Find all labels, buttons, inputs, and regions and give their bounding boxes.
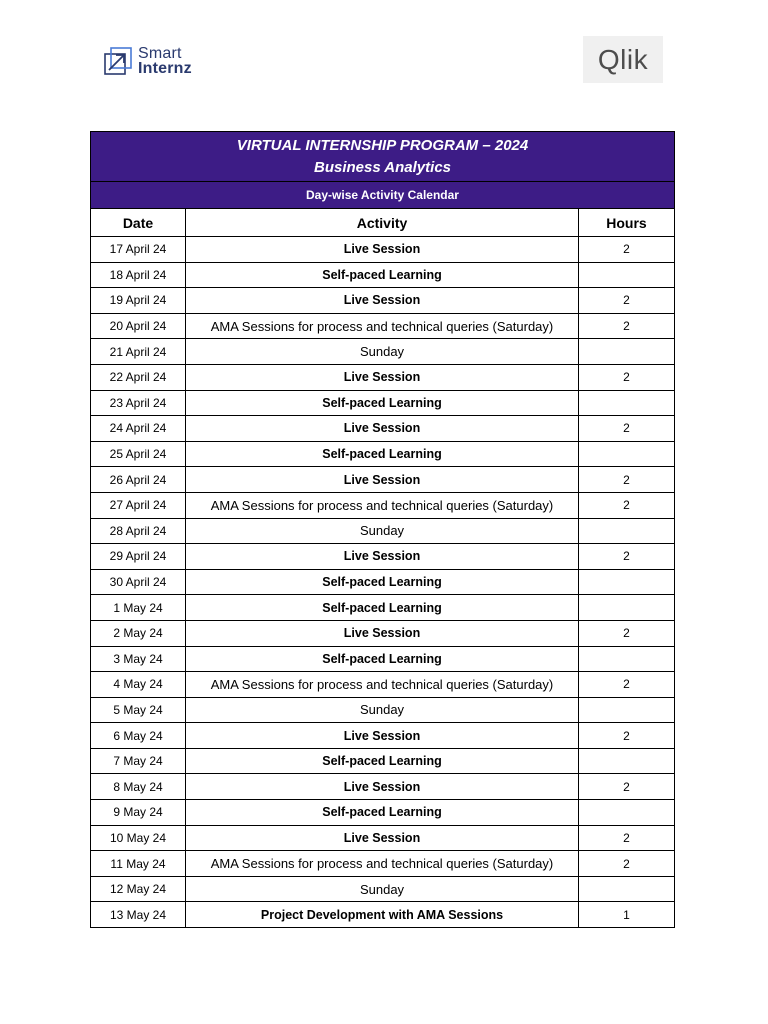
table-row: [91, 569, 675, 595]
row-activity: Live Session: [186, 288, 579, 314]
smartinternz-logo: [104, 44, 192, 78]
row-hours: 2: [579, 672, 675, 698]
row-date: 9 May 24: [91, 800, 186, 826]
row-date: 27 April 24: [91, 492, 186, 518]
row-activity: Live Session: [186, 620, 579, 646]
row-date: 29 April 24: [91, 544, 186, 570]
table-row: [91, 492, 675, 518]
row-date: 13 May 24: [91, 902, 186, 928]
table-row: [91, 364, 675, 390]
row-hours: 2: [579, 544, 675, 570]
row-activity: Live Session: [186, 774, 579, 800]
row-hours: 2: [579, 416, 675, 442]
row-hours: 2: [579, 723, 675, 749]
row-hours: [579, 697, 675, 723]
row-date: 2 May 24: [91, 620, 186, 646]
row-hours: [579, 262, 675, 288]
row-activity: AMA Sessions for process and technical queries (Saturday): [186, 672, 579, 698]
column-header-row: [91, 209, 675, 237]
row-date: 18 April 24: [91, 262, 186, 288]
table-row: [91, 697, 675, 723]
row-activity: Live Session: [186, 544, 579, 570]
row-date: 11 May 24: [91, 851, 186, 877]
row-activity: Live Session: [186, 237, 579, 263]
row-hours: [579, 518, 675, 544]
row-hours: [579, 339, 675, 365]
program-title: [91, 132, 675, 182]
row-activity: Live Session: [186, 825, 579, 851]
row-date: 25 April 24: [91, 441, 186, 467]
row-date: 26 April 24: [91, 467, 186, 493]
table-row: [91, 876, 675, 902]
row-activity: Live Session: [186, 723, 579, 749]
table-row: [91, 288, 675, 314]
row-date: 7 May 24: [91, 748, 186, 774]
row-activity: Live Session: [186, 416, 579, 442]
row-activity: Self-paced Learning: [186, 595, 579, 621]
table-row: [91, 774, 675, 800]
row-activity: AMA Sessions for process and technical queries (Saturday): [186, 313, 579, 339]
row-activity: Self-paced Learning: [186, 646, 579, 672]
row-date: 24 April 24: [91, 416, 186, 442]
table-row: [91, 518, 675, 544]
table-row: [91, 902, 675, 928]
table-row: [91, 544, 675, 570]
row-activity: Live Session: [186, 467, 579, 493]
column-header-date: Date: [91, 209, 186, 237]
table-row: [91, 262, 675, 288]
table-row: [91, 851, 675, 877]
table-row: [91, 441, 675, 467]
row-activity: Sunday: [186, 697, 579, 723]
row-date: 1 May 24: [91, 595, 186, 621]
row-date: 10 May 24: [91, 825, 186, 851]
row-hours: [579, 390, 675, 416]
row-hours: [579, 595, 675, 621]
table-row: [91, 237, 675, 263]
table-row: [91, 825, 675, 851]
row-activity: Self-paced Learning: [186, 569, 579, 595]
table-row: [91, 339, 675, 365]
row-hours: 2: [579, 467, 675, 493]
row-hours: 2: [579, 774, 675, 800]
table-row: [91, 467, 675, 493]
row-hours: 2: [579, 313, 675, 339]
row-hours: [579, 646, 675, 672]
row-activity: Self-paced Learning: [186, 441, 579, 467]
row-activity: Project Development with AMA Sessions: [186, 902, 579, 928]
qlik-logo-text: Qlik: [597, 43, 649, 75]
row-activity: Self-paced Learning: [186, 390, 579, 416]
table-row: [91, 723, 675, 749]
row-date: 21 April 24: [91, 339, 186, 365]
smartinternz-emblem-icon: [104, 47, 132, 75]
row-date: 12 May 24: [91, 876, 186, 902]
row-hours: [579, 748, 675, 774]
table-row: [91, 800, 675, 826]
row-hours: [579, 569, 675, 595]
row-activity: Sunday: [186, 339, 579, 365]
row-activity: Sunday: [186, 876, 579, 902]
activity-calendar-table: [90, 131, 675, 928]
table-row: [91, 416, 675, 442]
row-date: 17 April 24: [91, 237, 186, 263]
logo-word-internz: Internz: [138, 60, 192, 77]
row-date: 30 April 24: [91, 569, 186, 595]
row-activity: AMA Sessions for process and technical queries (Saturday): [186, 492, 579, 518]
table-row: [91, 620, 675, 646]
row-hours: 2: [579, 620, 675, 646]
column-header-activity: Activity: [186, 209, 579, 237]
row-date: 22 April 24: [91, 364, 186, 390]
column-header-hours: Hours: [579, 209, 675, 237]
row-date: 20 April 24: [91, 313, 186, 339]
table-row: [91, 748, 675, 774]
table-row: [91, 595, 675, 621]
program-title-line2: Business Analytics: [314, 158, 451, 176]
row-date: 23 April 24: [91, 390, 186, 416]
row-activity: Sunday: [186, 518, 579, 544]
table-row: [91, 390, 675, 416]
row-date: 8 May 24: [91, 774, 186, 800]
row-hours: [579, 800, 675, 826]
row-activity: Self-paced Learning: [186, 800, 579, 826]
row-activity: Live Session: [186, 364, 579, 390]
row-hours: 1: [579, 902, 675, 928]
row-activity: AMA Sessions for process and technical queries (Saturday): [186, 851, 579, 877]
calendar-subtitle: Day-wise Activity Calendar: [91, 182, 675, 209]
table-row: [91, 646, 675, 672]
row-activity: Self-paced Learning: [186, 262, 579, 288]
row-date: 3 May 24: [91, 646, 186, 672]
row-activity: Self-paced Learning: [186, 748, 579, 774]
table-row: [91, 672, 675, 698]
row-hours: 2: [579, 364, 675, 390]
table-row: [91, 313, 675, 339]
row-hours: 2: [579, 237, 675, 263]
row-date: 4 May 24: [91, 672, 186, 698]
program-title-line1: VIRTUAL INTERNSHIP PROGRAM – 2024: [236, 136, 529, 154]
row-hours: 2: [579, 851, 675, 877]
row-hours: [579, 876, 675, 902]
logo-word-smart: Smart: [138, 45, 182, 62]
row-date: 5 May 24: [91, 697, 186, 723]
qlik-logo: [583, 36, 663, 83]
row-hours: 2: [579, 288, 675, 314]
row-hours: [579, 441, 675, 467]
row-hours: 2: [579, 492, 675, 518]
row-date: 6 May 24: [91, 723, 186, 749]
row-hours: 2: [579, 825, 675, 851]
row-date: 19 April 24: [91, 288, 186, 314]
row-date: 28 April 24: [91, 518, 186, 544]
